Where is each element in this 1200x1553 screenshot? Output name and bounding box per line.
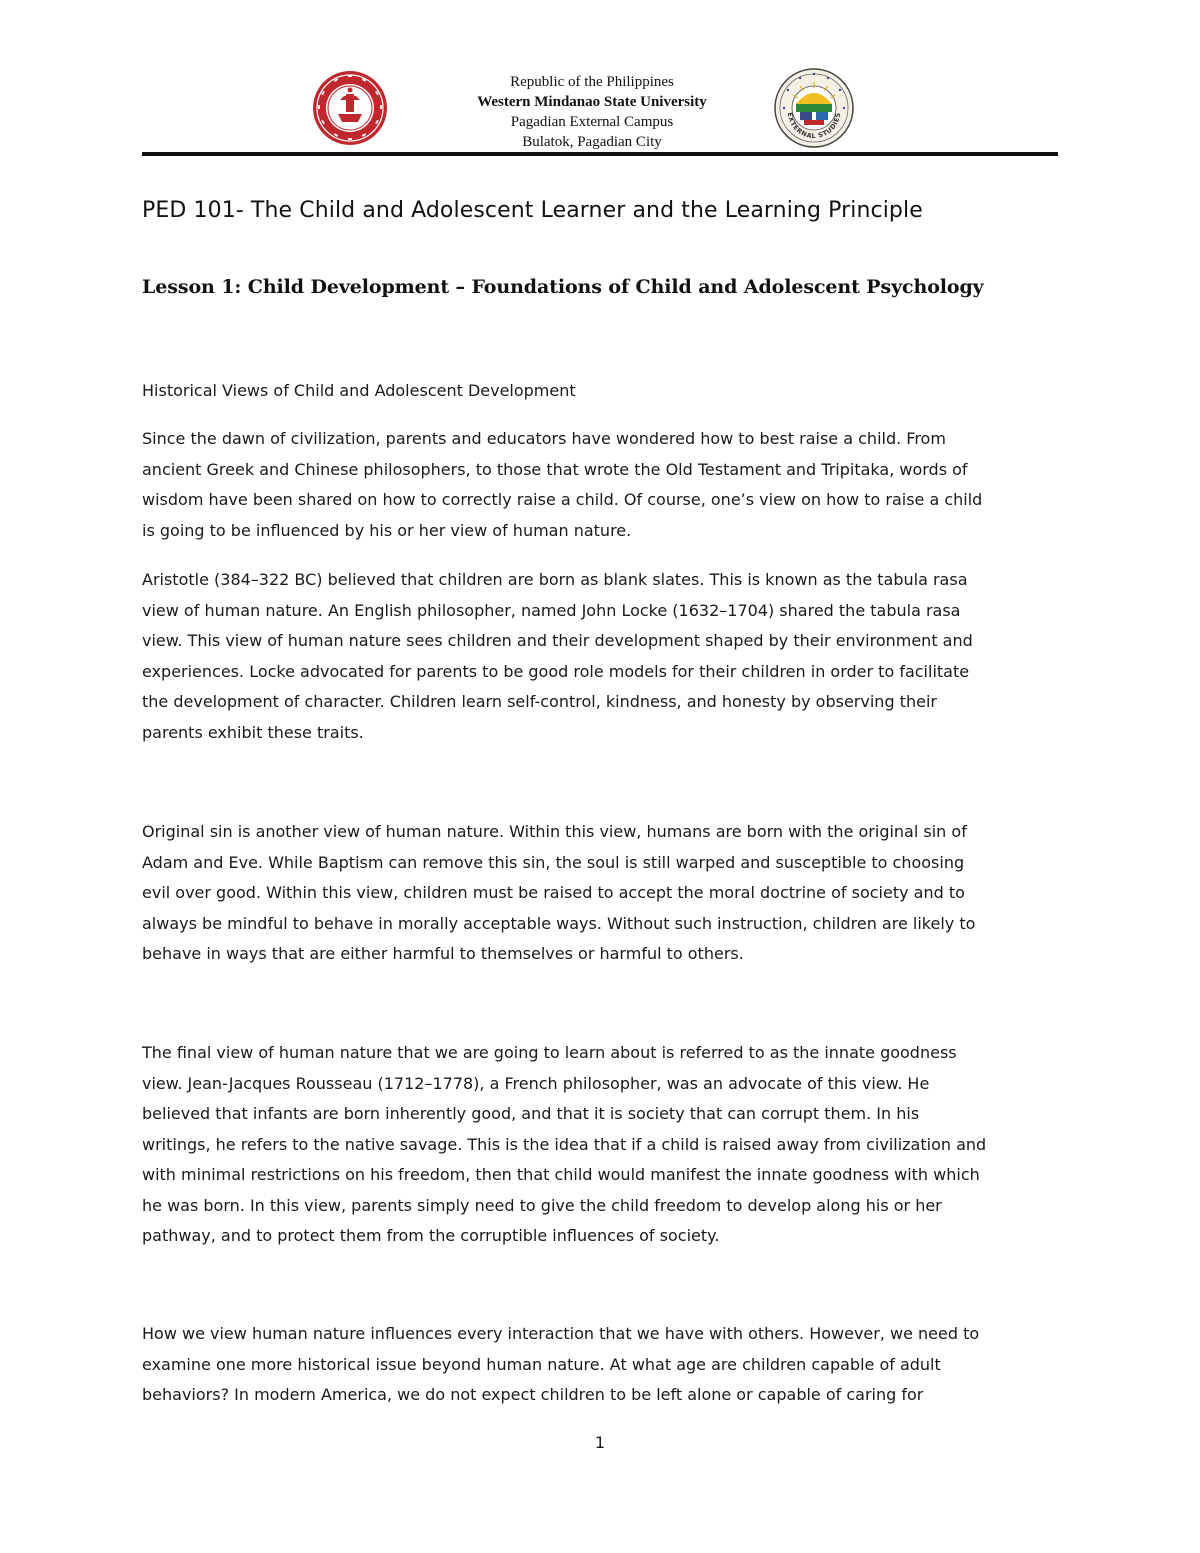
paragraph-line: behave in ways that are either harmful to themselves or harmful to others. [142, 944, 744, 963]
paragraph-line: view. This view of human nature sees children and their development shaped by their environment and [142, 631, 973, 650]
paragraph-line: ancient Greek and Chinese philosophers, to those that wrote the Old Testament and Tripitaka, words of [142, 459, 968, 479]
paragraph-line: pathway, and to protect them from the corruptible influences of society. [142, 1226, 720, 1245]
paragraph-line: believed that infants are born inherently good, and that it is society that can corrupt them. In his [142, 1104, 920, 1123]
paragraph-2 [142, 565, 1058, 748]
letterhead [142, 60, 1058, 156]
paragraph-line: Original sin is another view of human nature. Within this view, humans are born with the original sin of [142, 822, 967, 841]
campus-address: Bulatok, Pagadian City [522, 134, 662, 150]
paragraph-line: experiences. Locke advocated for parents to be good role models for their children in order to facilitate [142, 661, 970, 681]
wmsu-seal-logo [312, 70, 388, 146]
lesson-title: Lesson 1: Child Development – Foundations of Child and Adolescent Psychology [142, 276, 984, 298]
paragraph-line: he was born. In this view, parents simply need to give the child freedom to develop along his or her [142, 1195, 942, 1215]
paragraph-line: parents exhibit these traits. [142, 722, 364, 742]
institution-block [442, 72, 742, 152]
paragraph-line: wisdom have been shared on how to correctly raise a child. Of course, one’s view on how to raise a child [142, 490, 983, 509]
external-studies-seal-logo [774, 68, 854, 148]
paragraph-4 [142, 1038, 1058, 1252]
paragraph-line: evil over good. Within this view, children must be raised to accept the moral doctrine of society and to [142, 883, 965, 902]
course-title: PED 101- The Child and Adolescent Learner and the Learning Principle [142, 198, 923, 223]
paragraph-line: view of human nature. An English philosopher, named John Locke (1632–1704) shared the tabula rasa [142, 600, 961, 620]
paragraph-5 [142, 1319, 1058, 1411]
republic-line: Republic of the Philippines [510, 74, 674, 90]
page-number: 1 [594, 1433, 606, 1452]
paragraph-line: The final view of human nature that we are going to learn about is referred to as the innate goodness [142, 1043, 957, 1062]
paragraph-line: examine one more historical issue beyond human nature. At what age are children capable of adult [142, 1354, 941, 1374]
campus-name: Pagadian External Campus [510, 114, 674, 130]
paragraph-3 [142, 817, 1058, 970]
paragraph-line: Aristotle (384–322 BC) believed that children are born as blank slates. This is known as the tabula rasa [142, 570, 968, 589]
paragraph-line: always be mindful to behave in morally acceptable ways. Without such instruction, children are likely to [142, 913, 976, 933]
paragraph-line: the development of character. Children learn self-control, kindness, and honesty by observing their [142, 692, 937, 711]
paragraph-1 [142, 424, 1058, 546]
paragraph-line: is going to be influenced by his or her view of human nature. [142, 520, 632, 540]
paragraph-line: writings, he refers to the native savage. This is the idea that if a child is raised away from civilization and [142, 1134, 987, 1154]
paragraph-line: behaviors? In modern America, we do not expect children to be left alone or capable of caring for [142, 1385, 924, 1404]
paragraph-line: view. Jean-Jacques Rousseau (1712–1778), a French philosopher, was an advocate of this view. He [142, 1073, 930, 1093]
paragraph-line: with minimal restrictions on his freedom, then that child would manifest the innate goodness with which [142, 1165, 980, 1184]
university-name: Western Mindanao State University [477, 94, 707, 110]
paragraph-line: Adam and Eve. While Baptism can remove this sin, the soul is still warped and susceptible to choosing [142, 852, 965, 872]
header-divider [142, 152, 1058, 156]
section-heading: Historical Views of Child and Adolescent Development [142, 381, 576, 400]
paragraph-line: How we view human nature influences every interaction that we have with others. However, we need to [142, 1324, 980, 1343]
paragraph-line: Since the dawn of civilization, parents and educators have wondered how to best raise a child. From [142, 429, 946, 448]
svg-text:EXTERNAL STUDIES: EXTERNAL STUDIES [785, 111, 843, 141]
